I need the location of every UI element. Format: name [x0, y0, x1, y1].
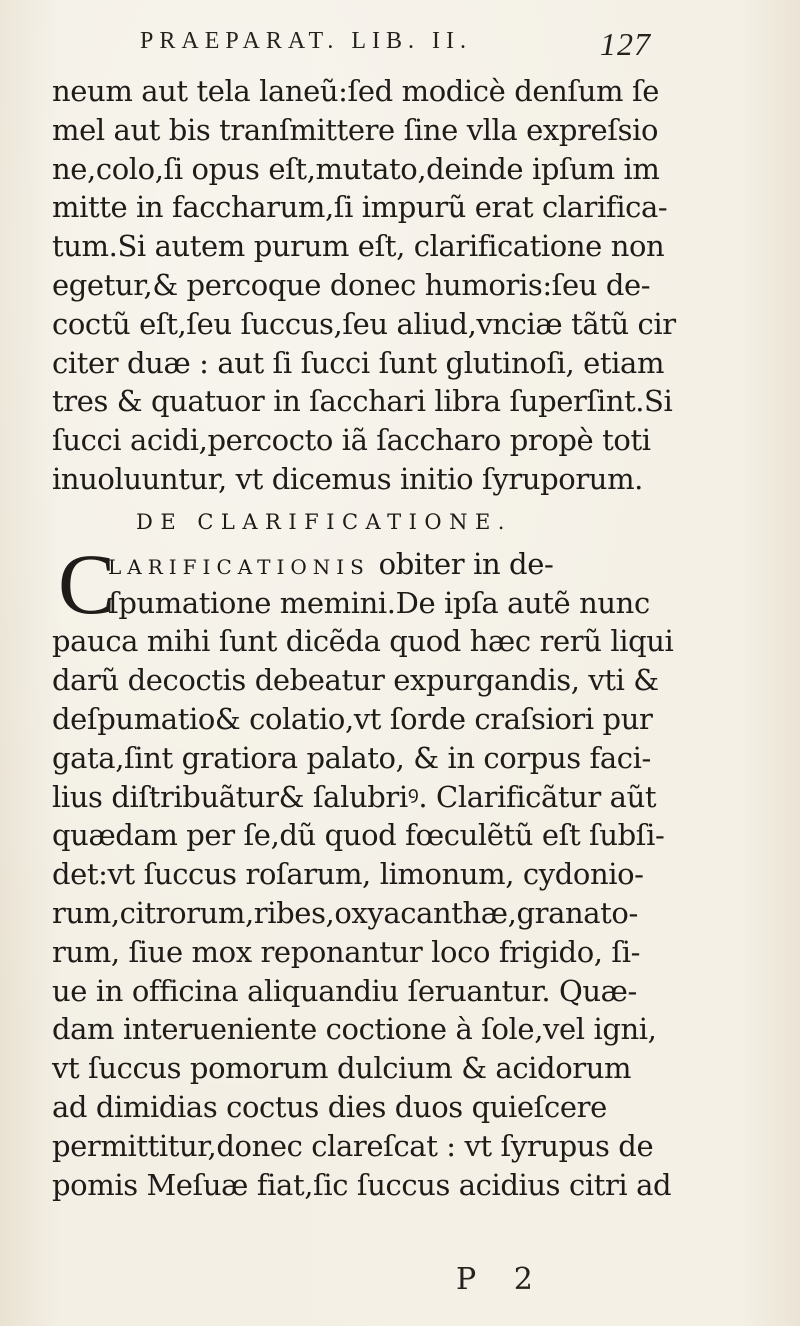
text-line: deſpumatio& colatio,vt ſorde craſsiori pur: [52, 701, 653, 736]
text-line: quædam per ſe,dũ quod fœculẽtũ eſt ſubſi-: [52, 818, 665, 853]
text-line: gata,ſint gratiora palato, & in corpus faci-: [52, 740, 651, 775]
initial-line-rest: obiter in de-: [369, 546, 554, 581]
text-line: dam interueniente coctione à ſole,vel igni,: [52, 1012, 657, 1047]
text-line: darũ decoctis debeatur expurgandis, vti &: [52, 663, 659, 698]
section-heading: DE CLARIFICATIONE.: [136, 509, 512, 534]
text-line: inuoluuntur, vt dicemus initio ſyruporum.: [52, 461, 643, 496]
text-line: pauca mihi ſunt dicẽda quod hæc rerũ liqui: [52, 624, 674, 659]
text-line: ue in officina aliquandiu ſeruantur. Quæ-: [52, 973, 637, 1008]
text-line: permittitur,donec clareſcat : vt ſyrupus de: [52, 1128, 654, 1163]
text-line: tres & quatuor in ſacchari libra ſuperſint.Si: [52, 384, 673, 419]
running-head: PRAEPARAT. LIB. II.: [140, 28, 473, 54]
text-line: pomis Meſuæ fiat,ſic ſuccus acidius citri ad: [52, 1167, 672, 1202]
text-line: neum aut tela laneũ:ſed modicè denſum ſe: [52, 74, 660, 108]
text-line: rum,citrorum,ribes,oxyacanthæ,granato-: [52, 895, 638, 930]
text-line: ſpumatione memini.De ipſa autẽ nunc: [108, 585, 650, 620]
text-line: egetur,& percoque donec humoris:ſeu de-: [52, 267, 651, 302]
text-line: tum.Si autem purum eſt, clarificatione non: [52, 229, 665, 264]
text-line: coctũ eſt,ſeu ſuccus,ſeu aliud,vnciæ tãtũ cir: [52, 306, 676, 341]
text-line: ad dimidias coctus dies duos quieſcere: [52, 1089, 607, 1124]
main-text: [52, 72, 692, 1204]
drop-cap: C: [58, 535, 115, 632]
text-line: vt ſuccus pomorum dulcium & acidorum: [52, 1051, 632, 1086]
signature-mark: P 2: [456, 1262, 547, 1297]
page-number: 127: [600, 26, 651, 62]
text-line: ſucci acidi,percocto iã ſaccharo propè toti: [52, 423, 651, 458]
text-line: citer duæ : aut ſi ſucci ſunt glutinoſi, etiam: [52, 345, 665, 380]
text-line: ne,colo,ſi opus eſt,mutato,deinde ipſum im: [52, 151, 660, 186]
text-line: mel aut bis tranſmittere ſine vlla expreſsio: [52, 112, 658, 147]
initial-line-1: [52, 545, 692, 587]
smallcaps-word: LARIFICATIONIS: [108, 554, 370, 579]
text-line: mitte in faccharum,ſi impurũ erat clarifica-: [52, 190, 668, 225]
text-line: lius diſtribuãtur& ſalubriꝰ. Clarificãtur aũt: [52, 779, 657, 814]
text-line: det:vt ſuccus roſarum, limonum, cydonio-: [52, 857, 644, 892]
text-line: rum, ſiue mox reponantur loco frigido, ſi-: [52, 934, 641, 969]
